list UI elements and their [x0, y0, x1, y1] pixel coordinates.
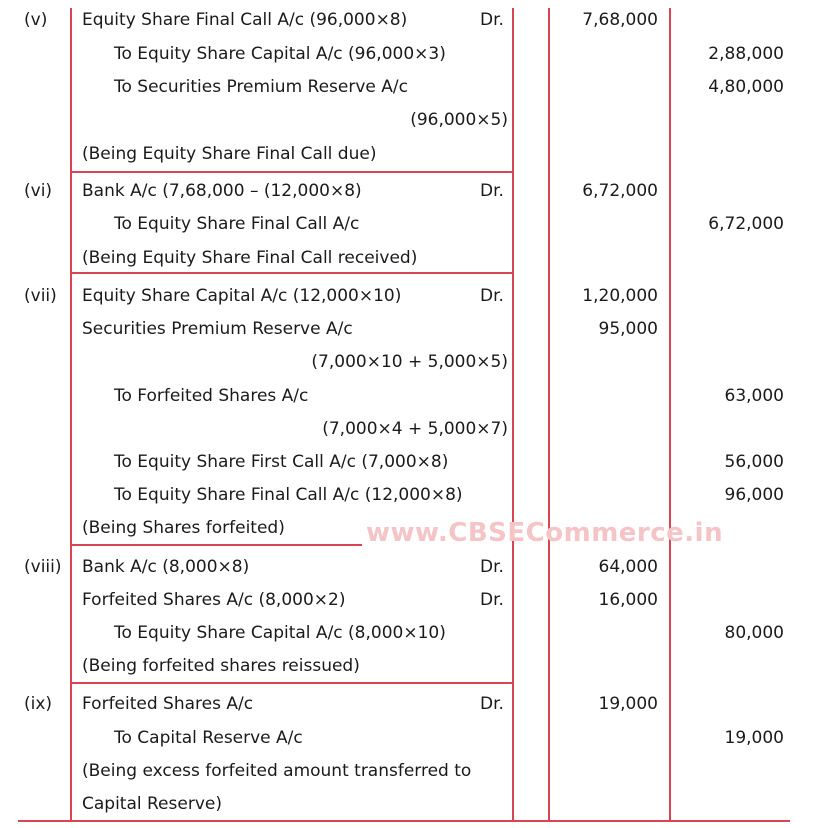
narration: Capital Reserve) — [82, 794, 222, 814]
debit-amount: 6,72,000 — [582, 181, 658, 201]
credit-amount: 19,000 — [724, 728, 784, 748]
column-rule-particulars — [512, 8, 514, 822]
dr-marker: Dr. — [480, 590, 504, 610]
particulars-text: To Equity Share First Call A/c (7,000×8) — [114, 452, 449, 472]
particulars-calculation: (7,000×4 + 5,000×7) — [322, 419, 508, 439]
particulars-text: To Equity Share Capital A/c (8,000×10) — [114, 623, 446, 643]
entry-number: (vii) — [24, 286, 57, 306]
watermark: www.CBSECommerce.in — [366, 518, 724, 548]
particulars-text: To Securities Premium Reserve A/c — [114, 77, 408, 97]
particulars-text: To Equity Share Capital A/c (96,000×3) — [114, 44, 446, 64]
particulars-text: Equity Share Final Call A/c (96,000×8) — [82, 10, 408, 30]
dr-marker: Dr. — [480, 694, 504, 714]
narration: (Being forfeited shares reissued) — [82, 656, 360, 676]
particulars-text: Bank A/c (7,68,000 – (12,000×8) — [82, 181, 362, 201]
particulars-text: To Equity Share Final Call A/c — [114, 214, 360, 234]
bottom-rule — [18, 820, 790, 822]
credit-amount: 2,88,000 — [708, 44, 784, 64]
entry-number: (v) — [24, 10, 48, 30]
narration: (Being Equity Share Final Call received) — [82, 248, 418, 268]
entry-number: (ix) — [24, 694, 53, 714]
particulars-text: Equity Share Capital A/c (12,000×10) — [82, 286, 402, 306]
narration: (Being Equity Share Final Call due) — [82, 144, 377, 164]
particulars-text: To Forfeited Shares A/c — [114, 386, 309, 406]
debit-amount: 1,20,000 — [582, 286, 658, 306]
dr-marker: Dr. — [480, 181, 504, 201]
credit-amount: 56,000 — [724, 452, 784, 472]
particulars-text: Forfeited Shares A/c — [82, 694, 254, 714]
narration: (Being excess forfeited amount transferred to — [82, 761, 472, 781]
column-rule-debit — [669, 8, 671, 822]
particulars-calculation: (96,000×5) — [410, 110, 508, 130]
entry-separator — [70, 682, 514, 684]
particulars-text: Bank A/c (8,000×8) — [82, 557, 250, 577]
debit-amount: 19,000 — [598, 694, 658, 714]
credit-amount: 63,000 — [724, 386, 784, 406]
debit-amount: 16,000 — [598, 590, 658, 610]
particulars-text: To Equity Share Final Call A/c (12,000×8) — [114, 485, 463, 505]
entry-separator — [70, 272, 514, 274]
entry-separator — [70, 544, 362, 546]
particulars-calculation: (7,000×10 + 5,000×5) — [311, 352, 508, 372]
narration: (Being Shares forfeited) — [82, 518, 285, 538]
debit-amount: 7,68,000 — [582, 10, 658, 30]
debit-amount: 64,000 — [598, 557, 658, 577]
entry-number: (viii) — [24, 557, 62, 577]
entry-separator — [70, 171, 514, 173]
debit-amount: 95,000 — [598, 319, 658, 339]
particulars-text: Forfeited Shares A/c (8,000×2) — [82, 590, 346, 610]
particulars-text: To Capital Reserve A/c — [114, 728, 303, 748]
credit-amount: 6,72,000 — [708, 214, 784, 234]
dr-marker: Dr. — [480, 557, 504, 577]
entry-number: (vi) — [24, 181, 53, 201]
particulars-text: Securities Premium Reserve A/c — [82, 319, 353, 339]
credit-amount: 96,000 — [724, 485, 784, 505]
column-rule-date — [70, 8, 72, 822]
credit-amount: 4,80,000 — [708, 77, 784, 97]
credit-amount: 80,000 — [724, 623, 784, 643]
dr-marker: Dr. — [480, 10, 504, 30]
dr-marker: Dr. — [480, 286, 504, 306]
